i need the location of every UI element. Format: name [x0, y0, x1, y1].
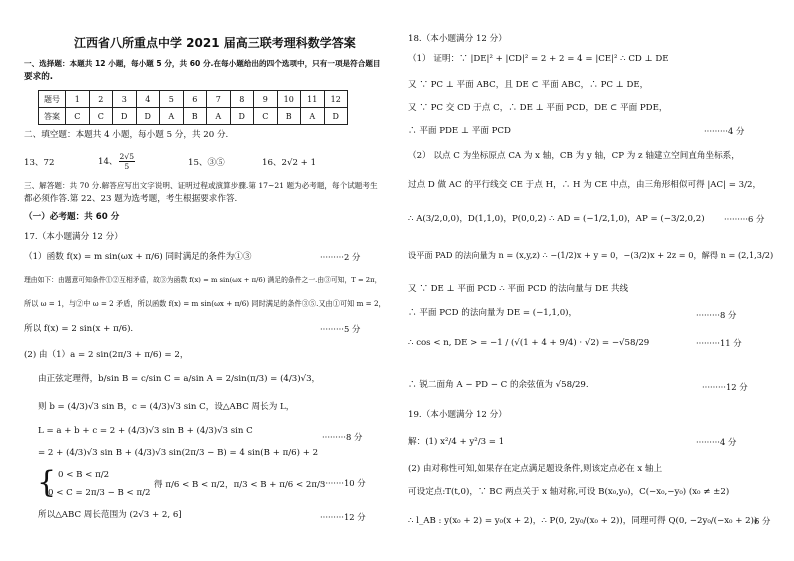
- section1-intro-cont: 要求的.: [24, 72, 54, 82]
- q18-line: 设平面 PAD 的法向量为 n = (x,y,z) ∴ −(1/2)x + y = 0，−(3/2)x + 2z = 0，解得 n = (2,1,3/2): [408, 250, 774, 260]
- q18-line: ∴ A(3/2,0,0)，D(1,1,0)，P(0,0,2) ∴ AD = (−1/2,1,0)，AP = (−3/2,0,2): [408, 214, 705, 224]
- table-cell: B: [277, 108, 301, 125]
- table-cell: A: [301, 108, 325, 125]
- q17-part2-line: 则 b = (4/3)√3 sin B，c = (4/3)√3 sin C，设△ABC 周长为 L，: [38, 402, 295, 412]
- table-header-cell: 题号: [39, 91, 66, 108]
- fraction-numerator: 2√5: [119, 152, 135, 161]
- table-cell: 8: [230, 91, 254, 108]
- answer-14-label: 14、: [98, 157, 118, 167]
- table-cell: 11: [301, 91, 325, 108]
- q17-line: 所以 ω = 1，与②中 ω = 2 矛盾，所以函数 f(x) = m sin(ωx + π/6) 同时满足的条件③⑤.又由①可知 m = 2，: [24, 299, 386, 308]
- q18-heading: 18.（本小题满分 12 分）: [408, 34, 507, 44]
- left-brace-icon: {: [37, 465, 57, 500]
- points-marker: ·········11 分: [696, 338, 742, 348]
- table-cell: D: [136, 108, 160, 125]
- q19-heading: 19.（本小题满分 12 分）: [408, 410, 507, 420]
- q18-line: ∴ 平面 PDE ⊥ 平面 PCD: [408, 126, 511, 136]
- points-marker: ·········12 分: [702, 382, 748, 392]
- table-cell: 7: [207, 91, 231, 108]
- section1-intro: 一、选择题：本题共 12 小题，每小题 5 分，共 60 分.在每小题给出的四个选项中，只有一项是符合题目: [24, 59, 381, 68]
- points-marker: 6 分: [754, 516, 771, 526]
- q17-condition: 0 < C = 2π/3 − B < π/2: [48, 488, 151, 498]
- points-marker: ·········5 分: [320, 324, 361, 334]
- table-cell: D: [230, 108, 254, 125]
- q18-line: （2） 以点 C 为坐标原点 CA 为 x 轴，CB 为 y 轴，CP 为 z 轴建立空间直角坐标系，: [408, 151, 740, 161]
- q18-line: 又 ∵ PC ⊥ 平面 ABC，且 DE ⊂ 平面 ABC，∴ PC ⊥ DE，: [408, 80, 649, 90]
- table-row: [39, 91, 348, 108]
- section3-intro: 三、解答题：共 70 分.解答应写出文字说明、证明过程或演算步骤.第 17~21 题为必考题，每个试题考生: [24, 181, 378, 190]
- table-cell: 12: [324, 91, 348, 108]
- q17-part2-line: (2) 由（1）a = 2 sin(2π/3 + π/6) = 2，: [24, 350, 189, 360]
- q18-line: ∴ 锐二面角 A − PD − C 的余弦值为 √58/29.: [408, 380, 589, 390]
- q17-line: 理由如下：由题意可知条件①②互相矛盾，故③为函数 f(x) = m sin(ωx + π/6) 满足的条件之一.由③可知，T = 2π，: [24, 276, 382, 284]
- q17-condition: 0 < B < π/2: [58, 470, 110, 480]
- table-cell: 3: [113, 91, 137, 108]
- section3-intro-cont: 都必须作答.第 22、23 题为选考题，考生根据要求作答.: [24, 194, 238, 204]
- table-cell: C: [66, 108, 90, 125]
- table-cell: D: [113, 108, 137, 125]
- q18-line: 又 ∵ PC 交 CD 于点 C，∴ DE ⊥ 平面 PCD，DE ⊂ 平面 PDE，: [408, 103, 668, 113]
- table-cell: C: [89, 108, 113, 125]
- table-cell: 4: [136, 91, 160, 108]
- table-cell: 2: [89, 91, 113, 108]
- points-marker: ·········4 分: [704, 126, 745, 136]
- q18-line: ∴ 平面 PCD 的法向量为 DE = (−1,1,0)，: [408, 308, 578, 318]
- q17-line: 所以 f(x) = 2 sin(x + π/6).: [24, 324, 134, 334]
- points-marker: ·········4 分: [696, 437, 737, 447]
- q19-line: (2) 由对称性可知,如果存在定点满足题设条件,则该定点必在 x 轴上: [408, 464, 663, 474]
- required-heading: （一）必考题：共 60 分: [24, 212, 120, 222]
- q19-line: 可设定点:T(t,0)，∵ BC 两点关于 x 轴对称,可设 B(x₀,y₀)，C(−x₀,−y₀) (x₀ ≠ ±2): [408, 487, 730, 497]
- left-column: [24, 0, 386, 561]
- q17-part2-line: L = a + b + c = 2 + (4/3)√3 sin B + (4/3)√3 sin C: [38, 426, 253, 436]
- q18-line: 又 ∵ DE ⊥ 平面 PCD ∴ 平面 PCD 的法向量与 DE 共线: [408, 284, 629, 294]
- table-cell: A: [160, 108, 184, 125]
- right-column: [408, 0, 780, 561]
- points-marker: ·········8 分: [696, 310, 737, 320]
- q17-condition-result: 得 π/6 < B < π/2，π/3 < B + π/6 < 2π/3: [154, 480, 326, 490]
- table-cell: B: [183, 108, 207, 125]
- q19-line: 解：(1) x²/4 + y²/3 = 1: [408, 437, 505, 447]
- q17-conclusion: 所以△ABC 周长范围为 (2√3 + 2, 6]: [38, 510, 182, 520]
- page-title: 江西省八所重点中学 2021 届高三联考理科数学答案: [74, 36, 356, 50]
- points-marker: ·········12 分: [320, 512, 366, 522]
- table-cell: 5: [160, 91, 184, 108]
- table-cell: 6: [183, 91, 207, 108]
- answer-13: 13、72: [24, 158, 55, 168]
- points-marker: ·········8 分: [322, 432, 363, 442]
- table-cell: 10: [277, 91, 301, 108]
- q17-part2-line: = 2 + (4/3)√3 sin B + (4/3)√3 sin(2π/3 − B) = 4 sin(B + π/6) + 2: [38, 448, 319, 458]
- q19-line: ∴ l_AB : y(x₀ + 2) = y₀(x + 2)，∴ P(0, 2y₀/(x₀ + 2))，同理可得 Q(0, −2y₀/(−x₀ + 2)): [408, 516, 758, 526]
- answer-14-fraction: [119, 152, 136, 171]
- points-marker: ·········10 分: [320, 478, 366, 488]
- q18-line: （1） 证明：∵ |DE|² + |CD|² = 2 + 2 = 4 = |CE|² ∴ CD ⊥ DE: [408, 54, 669, 64]
- table-row: [39, 108, 348, 125]
- answer-16: 16、2√2 + 1: [262, 158, 317, 168]
- table-header-cell: 答案: [39, 108, 66, 125]
- section2-intro: 二、填空题：本题共 4 小题，每小题 5 分，共 20 分.: [24, 130, 229, 140]
- table-cell: 1: [66, 91, 90, 108]
- q18-line: 过点 D 做 AC 的平行线交 CE 于点 H，∴ H 为 CE 中点，由三角形相似可得 |AC| = 3/2，: [408, 180, 762, 190]
- answer-14: [98, 152, 136, 171]
- table-cell: 9: [254, 91, 278, 108]
- q17-part2-line: 由正弦定理得，b/sin B = c/sin C = a/sin A = 2/sin(π/3) = (4/3)√3，: [38, 374, 321, 384]
- table-cell: A: [207, 108, 231, 125]
- table-cell: C: [254, 108, 278, 125]
- q17-heading: 17.（本小题满分 12 分）: [24, 232, 123, 242]
- points-marker: ·········2 分: [320, 252, 361, 262]
- answer-15: 15、③⑤: [188, 158, 225, 168]
- fraction-denominator: 5: [124, 162, 130, 171]
- answer-table: [38, 90, 348, 125]
- q18-line: ∴ cos < n, DE > = −1 / (√(1 + 4 + 9/4) · √2) = −√58/29: [408, 338, 650, 348]
- q17-line: （1）函数 f(x) = m sin(ωx + π/6) 同时满足的条件为①③: [24, 252, 252, 262]
- points-marker: ·········6 分: [724, 214, 765, 224]
- table-cell: D: [324, 108, 348, 125]
